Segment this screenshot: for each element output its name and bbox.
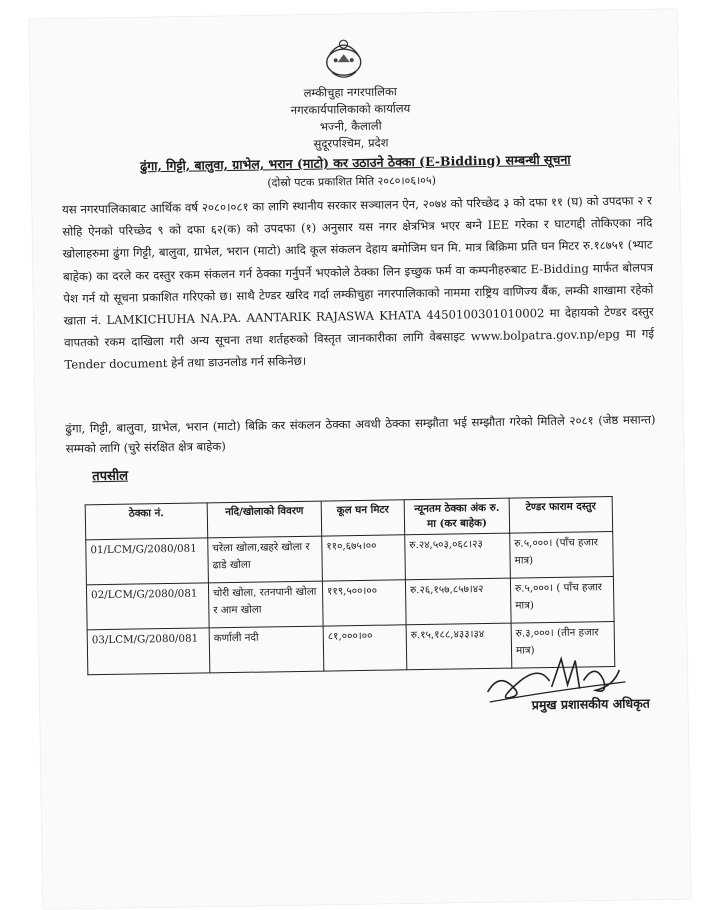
municipality-name: लम्कीचुहा नगरपालिका — [303, 84, 397, 100]
cell-fee: रु.३,०००। (तीन हजार मात्र) — [511, 622, 615, 669]
header-total-cubic-meter: कूल घन मिटर — [321, 500, 405, 536]
header-minimum-amount: न्यूनतम ठेक्का अंक रु. मा (कर बाहेक) — [404, 498, 510, 535]
cell-amount: रु.२४,५०३,०६८।२३ — [405, 533, 511, 580]
publish-date: (दोस्रो पटक प्रकाशित मिति २०८०।०६।०५) — [267, 173, 437, 190]
cell-volume: ११९,५००।०० — [322, 580, 406, 626]
cell-amount: रु.२६,१५७,८५७।४२ — [405, 578, 511, 625]
contract-details-table — [85, 496, 616, 675]
notice-body-paragraph: यस नगरपालिकाबाट आर्थिक वर्ष २०८०।०८१ का लागि स्थानीय सरकार सञ्चालन ऐन, २०७४ को परिच्छेद ३ को दफा ११ (घ) को उपदफा २ र सोहि ऐनको परिच्छेद ९ को दफा ६२(क) को उपदफा (१) अनुसार यस नगर क्षेत्रभित्र भएर बग्ने IEE गरेका र घाटगद्दी तोकिएका नदि खोलाहरुमा ढुंगा गिट्टी, बालुवा, ग्राभेल, भरान (माटो) आदि कूल संकलन देहाय बमोजिम घन मि. मात्र बिक्रिमा प्रति घन मिटर रु.१८७५१ (भ्याट बाहेक) का दरले कर दस्तुर रकम संकलन गर्न ठेक्का गर्नुपर्ने भएकोले ठेक्का लिन इच्छुक फर्म वा कम्पनीहरुबाट E-Bidding मार्फत बोलपत्र पेश गर्न यो सूचना प्रकाशित गरिएको छ। साथै टेण्डर खरिद गर्दा लम्कीचुहा नगरपालिकाको नाममा राष्ट्रिय वाणिज्य बैंक, लम्की शाखामा रहेको खाता नं. LAMKICHUHA NA.PA. AANTARIK RAJASWA KHATA 4450100301010002 मा देहायको टेण्डर दस्तुर वापतको रकम दाखिला गरी अन्य सूचना तथा शर्तहरुको विस्तृत जानकारीका लागि वेबसाइट www.bolpatra.gov.np/epg मा गई Tender document हेर्न तथा डाउनलोड गर्न सकिनेछ। — [61, 193, 655, 373]
cell-fee: रु.५,०००। (पाँच हजार मात्र) — [510, 532, 614, 579]
office-name: नगरकार्यपालिकाको कार्यालय — [290, 101, 411, 118]
cell-river: चोरी खोला, रतनपानी खोला र आम खोला — [208, 581, 323, 628]
cell-amount: रु.१५,१८८,४३३।३४ — [406, 623, 512, 670]
header-tender-fee: टेण्डर फाराम दस्तुर — [509, 497, 613, 534]
cell-contract-no: 03/LCM/G/2080/081 — [87, 628, 210, 675]
government-emblem-icon — [317, 32, 370, 85]
cell-river: चरेला खोला,खहरे खोला र ढाडे खोला — [208, 536, 323, 583]
header-river-description: नदि/खोलाको विवरण — [207, 501, 322, 538]
cell-contract-no: 01/LCM/G/2080/081 — [86, 538, 209, 585]
header-contract-no: ठेक्का नं. — [85, 503, 208, 540]
cell-volume: ८१,०००।०० — [323, 625, 407, 671]
notice-title: ढुंगा, गिट्टी, बालुवा, ग्राभेल, भरान (माटो) कर उठाउने ठेक्का (E-Bidding) सम्बन्धी सूचना — [140, 151, 571, 174]
cell-river: कर्णाली नदी — [209, 626, 324, 673]
province-name: सुदूरपश्चिम, प्रदेश — [313, 135, 389, 151]
office-location: भज्नी, कैलाली — [319, 118, 382, 134]
signatory-title: प्रमुख प्रशासकीय अधिकृत — [531, 695, 650, 713]
contract-period-paragraph: ढुंगा, गिट्टी, बालुवा, ग्राभेल, भरान (माटो) बिक्रि कर संकलन ठेक्का अवधी ठेक्का सम्झौता भई सम्झौता गरेको मितिले २०८१ (जेष्ठ मसान्त) सम्मको लागि (चुरे संरक्षित क्षेत्र बाहेक) — [65, 412, 656, 456]
cell-contract-no: 02/LCM/G/2080/081 — [86, 583, 209, 630]
cell-fee: रु.५,०००। ( पाँच हजार मात्र) — [510, 577, 614, 624]
details-heading: तपसील — [92, 468, 129, 485]
notice-document — [29, 9, 691, 909]
cell-volume: ११०,६७५।०० — [322, 535, 406, 581]
